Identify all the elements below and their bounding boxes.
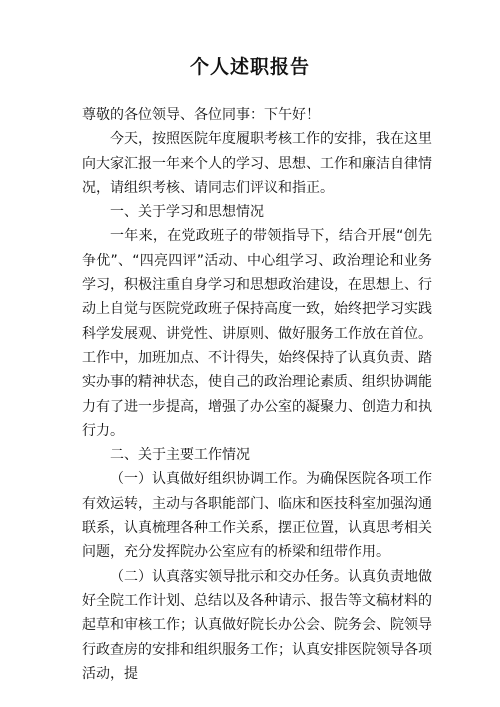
section-heading-study: 一、关于学习和思想情况: [110, 204, 264, 221]
study-paragraph: 一年来，在党政班子的带领指导下，结合开展“创先争优”、“四亮四评”活动、中心组学习、政治理论和业务学习，积极注重自身学习和思想政治建设，在思想上、行动上自觉与医院党政班子保持高度一致，始终把学习实践科学发展观、讲党性、讲原则、做好服务工作放在首位。工作中，加班加点、不计得失，始终保持了认真负责、踏实办事的精神状态，使自己的政治理论素质、组织协调能力有了进一步提高，增强了办公室的凝聚力、创造力和执行力。: [82, 228, 432, 439]
page-title: 个人述职报告: [189, 56, 310, 78]
work-item-coordination: （一）认真做好组织协调工作。为确保医院各项工作有效运转，主动与各职能部门、临床和医技科室加强沟通联系，认真梳理各种工作关系，摆正位置，认真思考相关问题，充分发挥院办公室应有的桥梁和纽带作用。: [82, 471, 432, 561]
document-body: [82, 103, 432, 686]
intro-paragraph: 今天，按照医院年度履职考核工作的安排，我在这里向大家汇报一年来个人的学习、思想、工作和廉洁自律情况，请组织考核、请同志们评议和指正。: [82, 131, 432, 196]
section-heading-work: 二、关于主要工作情况: [110, 447, 250, 464]
salutation: 尊敬的各位领导、各位同事：下午好！: [82, 107, 320, 123]
work-item-instructions: （二）认真落实领导批示和交办任务。认真负责地做好全院工作计划、总结以及各种请示、报告等文稿材料的起草和审核工作；认真做好院长办公会、院务会、院领导行政查房的安排和组织服务工作；认真安排医院领导各项活动，提: [82, 568, 432, 682]
